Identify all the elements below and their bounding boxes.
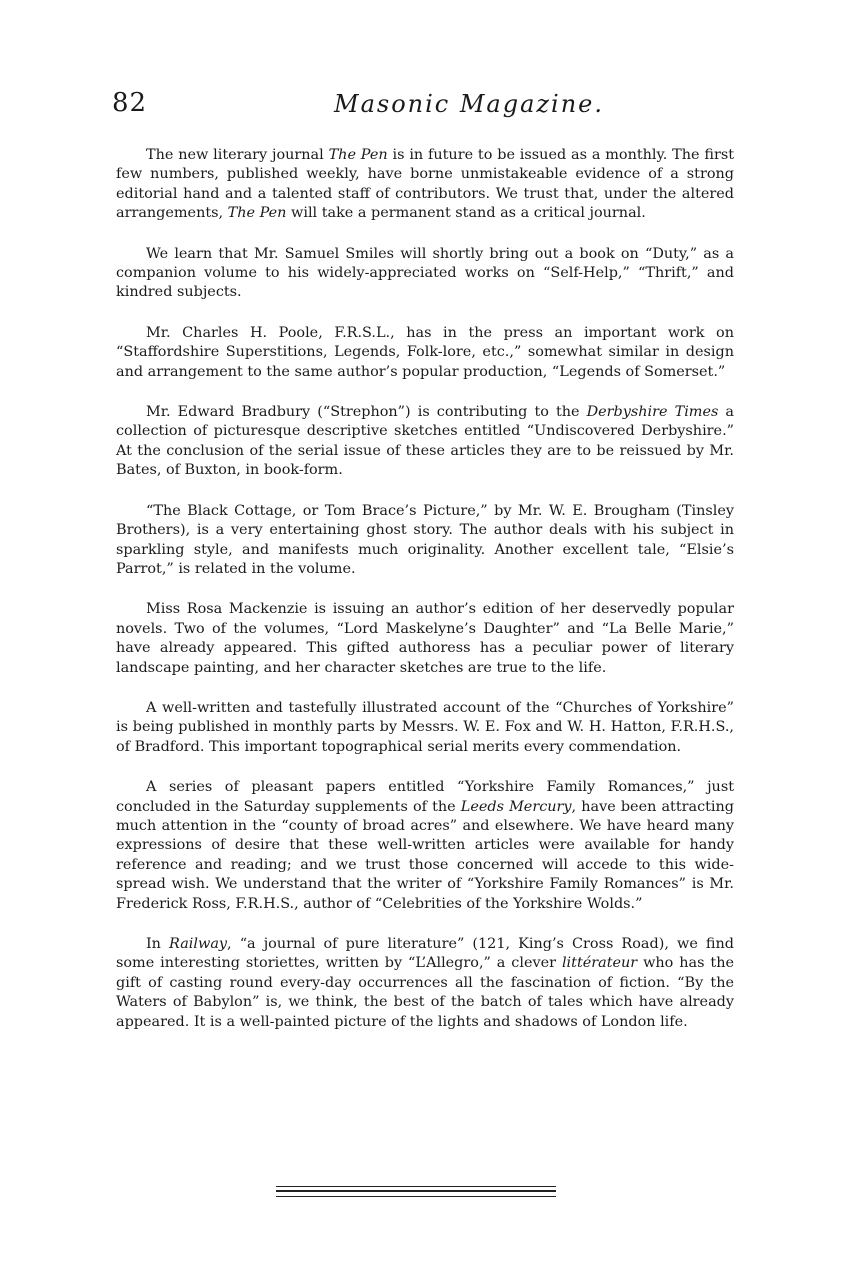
foreign-word: littérateur <box>561 955 638 972</box>
paragraph-railway <box>116 935 734 1032</box>
newspaper-title: Derbyshire Times <box>586 404 719 421</box>
page-header <box>112 88 752 128</box>
text-run: a collection of picturesque descriptive sketches entitled “Undiscovered Derbyshire.” At the conclusion of the serial issue of these articles they are to be reissued by Mr. Bates, of Buxton, in book-form. <box>116 404 735 479</box>
paragraph-bradbury <box>116 403 734 481</box>
paragraph-smiles: We learn that Mr. Samuel Smiles will shortly bring out a book on “Duty,” as a companion volume to his widely-appreciated works on “Self-Help,” “Thrift,” and kindred subjects. <box>116 245 734 301</box>
text-run: , have been attracting much attention in the “county of broad acres” and elsewhere. We have heard many expressions of desire that these well-written articles were available for handy reference and reading; and we trust those concerned will accede to this wide-spread wish. We understand that the writer of “Yorkshire Family Romances” is Mr. Frederick Ross, F.R.H.S., author of “Celebrities of the Yorkshire Wolds.” <box>116 798 735 912</box>
paragraph-the-pen <box>116 146 734 224</box>
text-run: The new literary journal <box>146 147 329 163</box>
paragraph-mackenzie: Miss Rosa Mackenzie is issuing an author’s edition of her deservedly popular novels. Two of the volumes, “Lord Maskelyne’s Daughter” and “La Belle Marie,” have already appeared. This gifted authoress has a peculiar power of literary landscape painting, and her character sketches are true to the life. <box>116 601 734 676</box>
end-rule <box>276 1196 556 1197</box>
text-run: A series of pleasant papers entitled “Yorkshire Family Romances,” just concluded in the Saturday supplements of the <box>116 779 734 815</box>
magazine-title: Masonic Magazine. <box>334 90 605 118</box>
paragraph-family-romances <box>116 778 734 914</box>
end-rule <box>276 1186 556 1187</box>
text-run: , “a journal of pure literature” (121, King’s Cross Road), we find some interesting storiettes, written by “L’Allegro,” a clever <box>116 936 734 972</box>
journal-title: The Pen <box>227 205 287 222</box>
article-body <box>116 146 734 1053</box>
text-run: will take a permanent stand as a critical journal. <box>286 205 646 222</box>
newspaper-title: Leeds Mercury <box>460 798 572 815</box>
text-run: is in future to be issued as a monthly. The first few numbers, published weekly, have borne unmistakeable evidence of a strong editorial hand and a talented staff of contributors. We trust that, under the altered arrangements, <box>116 147 735 222</box>
journal-title: Railway <box>169 936 228 952</box>
journal-title: The Pen <box>328 147 388 163</box>
text-run: who has the gift of casting round every-day occurrences all the fascination of fiction. “By the Waters of Babylon” is, we think, the best of the batch of tales which have already appeared. It is a well-painted picture of the lights and shadows of London life. <box>116 955 734 1030</box>
paragraph-poole: Mr. Charles H. Poole, F.R.S.L., has in the press an important work on “Staffordshire Superstitions, Legends, Folk-lore, etc.,” somewhat similar in design and arrangement to the same author’s popular production, “Legends of Somerset.” <box>116 324 734 380</box>
text-run: In <box>146 936 170 952</box>
text-run: Mr. Edward Bradbury (“Strephon”) is contributing to the <box>146 404 587 421</box>
page-number: 82 <box>112 88 148 118</box>
paragraph-black-cottage: “The Black Cottage, or Tom Brace’s Picture,” by Mr. W. E. Brougham (Tinsley Brothers), is a very entertaining ghost story. The author deals with his subject in sparkling style, and manifests much originality. Another excellent tale, “Elsie’s Parrot,” is related in the volume. <box>116 502 734 577</box>
end-rule <box>276 1190 556 1192</box>
paragraph-churches: A well-written and tastefully illustrated account of the “Churches of Yorkshire” is being published in monthly parts by Messrs. W. E. Fox and W. H. Hatton, F.R.H.S., of Bradford. This important topographical serial merits every commendation. <box>116 699 734 755</box>
